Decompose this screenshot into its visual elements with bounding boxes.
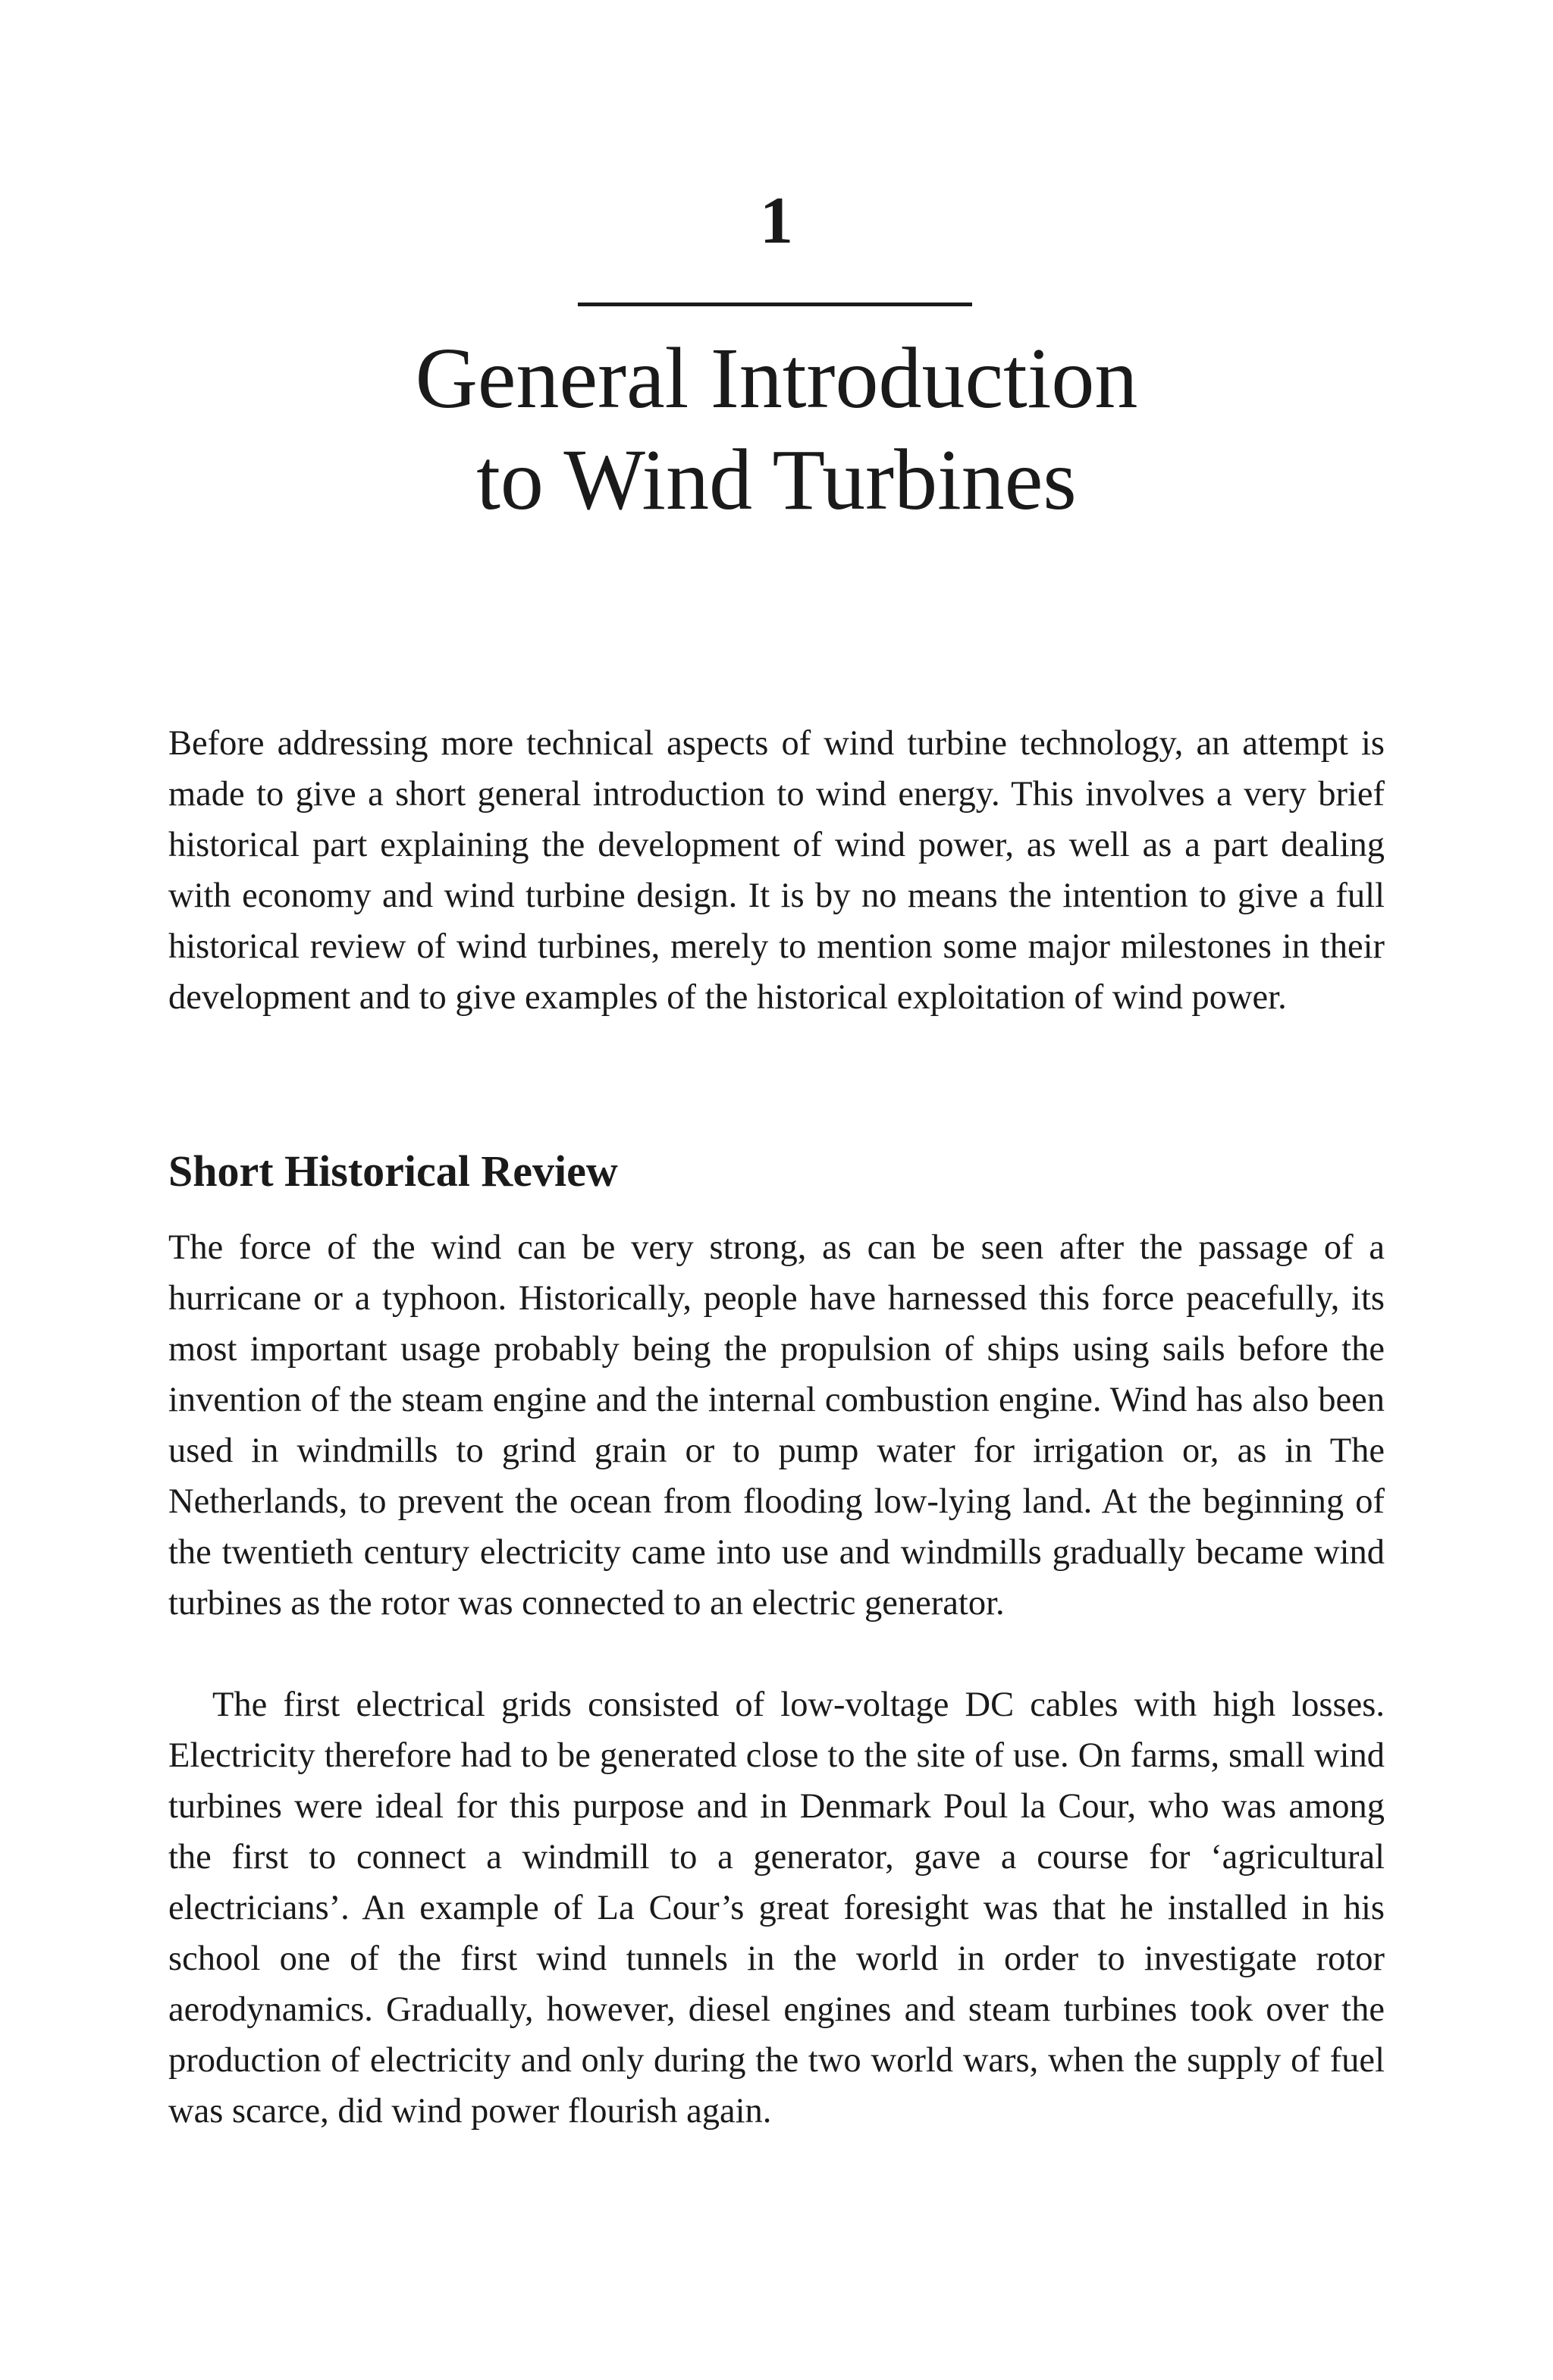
- body-paragraph: The first electrical grids consisted of low-voltage DC cables with high losses. Electricity therefore had to be generated close to the site of use. On farms, small wind turbines were ideal for this purpose and in Denmark Poul la Cour, who was among the first to connect a windmill to a generator, gave a course for ‘agricultural electricians’. An example of La Cour’s great foresight was that he installed in his school one of the first wind tunnels in the world in order to investigate rotor aerodynamics. Gradually, however, diesel engines and steam turbines took over the production of electricity and only during the two world wars, when the supply of fuel was scarce, did wind power flourish again.: [168, 1685, 1385, 2131]
- chapter-title-line-2: to Wind Turbines: [476, 431, 1077, 528]
- body-paragraph: The force of the wind can be very strong, as can be seen after the passage of a hurricane or a typhoon. Historically, people have harnessed this force peacefully, its most important usage probably being the propulsion of ships using sails before the invention of the steam engine and the internal combustion engine. Wind has also been used in windmills to grind grain or to pump water for irrigation or, as in The Netherlands, to prevent the ocean from flooding low-lying land. At the beginning of the twentieth century electricity came into use and windmills gradually became wind turbines as the rotor was connected to an electric generator.: [168, 1228, 1385, 1623]
- chapter-divider: [578, 303, 972, 306]
- section-heading: Short Historical Review: [168, 1146, 618, 1196]
- chapter-title: [0, 328, 1553, 531]
- intro-paragraph: Before addressing more technical aspects of wind turbine technology, an attempt is made to give a short general introduction to wind energy. This involves a very brief historical part explaining the development of wind power, as well as a part dealing with economy and wind turbine design. It is by no means the intention to give a full historical review of wind turbines, merely to mention some major milestones in their development and to give examples of the historical exploitation of wind power.: [168, 724, 1385, 1017]
- chapter-title-line-1: General Introduction: [415, 330, 1138, 426]
- chapter-number: 1: [760, 184, 793, 258]
